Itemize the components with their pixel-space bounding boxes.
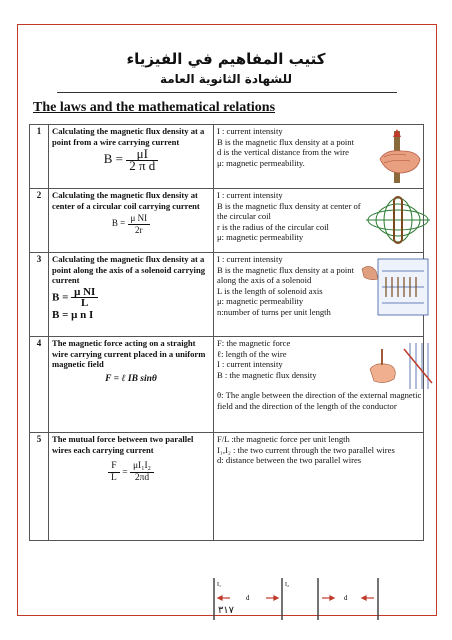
row-number: 1 bbox=[30, 125, 49, 189]
table-row bbox=[30, 253, 424, 337]
equation bbox=[52, 146, 210, 173]
definition: μ: magnetic permeability. bbox=[217, 157, 305, 168]
law-title-text: The mutual force between two parallel wires each carrying current bbox=[52, 434, 194, 455]
header-rule bbox=[57, 92, 397, 93]
law-definitions bbox=[214, 433, 424, 541]
eq-numerator: μI bbox=[126, 149, 158, 161]
eq-denominator: 2πd bbox=[134, 472, 150, 483]
eq-fraction bbox=[71, 287, 98, 309]
eq-denominator: 2 π d bbox=[129, 157, 156, 173]
hand-wire-illustration bbox=[372, 129, 428, 185]
law-title-text: Calculating the magnetic flux density at center of a circular coil carrying current bbox=[52, 190, 200, 211]
law-title bbox=[49, 337, 214, 433]
law-title-text: The magnetic force acting on a straight wire carrying current placed in a uniform magnetic field bbox=[52, 338, 206, 370]
current-label: I₁ bbox=[217, 582, 222, 588]
definition: B is the magnetic flux density at a point bbox=[217, 136, 354, 147]
definition-long: θ: The angle between the direction of the external magnetic field and the direction of the length of the conductor bbox=[217, 390, 422, 411]
definition: μ: magnetic permeability bbox=[217, 296, 304, 307]
eq-numerator: μ NI bbox=[128, 213, 151, 225]
eq-lhs: B = bbox=[52, 291, 69, 304]
eq-fraction bbox=[128, 213, 151, 235]
row-number: 3 bbox=[30, 253, 49, 337]
row-number: 5 bbox=[30, 433, 49, 541]
eq-lhs: B = bbox=[103, 151, 123, 167]
definition: B is the magnetic flux density at a point along the axis of a solenoid bbox=[217, 264, 354, 286]
table-row bbox=[30, 433, 424, 541]
eq-denominator: 2r bbox=[135, 224, 143, 235]
laws-table bbox=[29, 124, 424, 541]
law-title-text: Calculating the magnetic flux density at a point from a wire carrying current bbox=[52, 126, 205, 147]
law-definitions bbox=[214, 253, 424, 337]
eq-fraction bbox=[130, 461, 154, 483]
definition: I : current intensity bbox=[217, 359, 283, 370]
definition: L is the length of solenoid axis bbox=[217, 285, 323, 296]
force-on-wire-illustration bbox=[364, 339, 434, 393]
definition: d: distance between the two parallel wires bbox=[217, 455, 362, 466]
page-number: ٣١٧ bbox=[217, 605, 235, 616]
eq-fraction bbox=[126, 146, 158, 173]
definition: r is the radius of the circular coil bbox=[217, 221, 329, 232]
definition: I : current intensity bbox=[217, 190, 283, 200]
law-title bbox=[49, 253, 214, 337]
equation: F = ℓ IB sinθ bbox=[105, 373, 157, 384]
definition: ℓ: length of the wire bbox=[217, 348, 287, 359]
definition: I : current intensity bbox=[217, 254, 283, 264]
law-definitions bbox=[214, 337, 424, 433]
law-title bbox=[49, 189, 214, 253]
eq-numerator: μI₁I₂ bbox=[130, 461, 154, 473]
booklet-title: كتيب المفاهيم في الفيزياء bbox=[126, 50, 326, 68]
definition: n:number of turns per unit length bbox=[217, 306, 331, 317]
section-heading: The laws and the mathematical relations bbox=[33, 100, 276, 115]
distance-label: d bbox=[344, 594, 348, 602]
eq-lhs-denominator: L bbox=[111, 472, 117, 483]
definition: F/L :the magnetic force per unit length bbox=[217, 434, 350, 444]
equation-2: B = μ n I bbox=[52, 308, 94, 321]
eq-lhs-numerator: F bbox=[108, 461, 120, 473]
law-definitions bbox=[214, 125, 424, 189]
circular-coil-field-illustration bbox=[364, 193, 432, 247]
definition: B is the magnetic flux density at center of the circular coil bbox=[217, 200, 361, 222]
definition: μ: magnetic permeability bbox=[217, 232, 304, 243]
table-row bbox=[30, 337, 424, 433]
law-title-text: Calculating the magnetic flux density at a point along the axis of a solenoid carrying current bbox=[52, 254, 206, 286]
row-number: 2 bbox=[30, 189, 49, 253]
eq-denominator: L bbox=[81, 297, 89, 310]
eq-numerator: μ NI bbox=[71, 287, 98, 299]
equation bbox=[52, 213, 210, 235]
distance-label: d bbox=[246, 594, 250, 602]
booklet-subtitle: للشهادة الثانوية العامة bbox=[159, 72, 293, 86]
law-title bbox=[49, 125, 214, 189]
table-row bbox=[30, 189, 424, 253]
solenoid-illustration bbox=[360, 257, 432, 321]
law-title bbox=[49, 433, 214, 541]
definition: I : current intensity bbox=[217, 126, 283, 136]
definition: I₁,I₂ : the two current through the two parallel wires bbox=[217, 444, 395, 455]
definition: F: the magnetic force bbox=[217, 338, 291, 348]
eq-lhs-fraction bbox=[108, 461, 120, 483]
equation: $\frac{F}{L}$ = $\frac{\text{μI₁I₂}}{2\pi d}$ bbox=[52, 461, 210, 483]
current-label: I₂ bbox=[285, 582, 290, 588]
eq-lhs: B = bbox=[111, 218, 126, 229]
table-row bbox=[30, 125, 424, 189]
law-definitions bbox=[214, 189, 424, 253]
definition: B : the magnetic flux density bbox=[217, 369, 317, 380]
equation bbox=[52, 287, 210, 309]
row-number: 4 bbox=[30, 337, 49, 433]
definition: d is the vertical distance from the wire bbox=[217, 147, 349, 158]
